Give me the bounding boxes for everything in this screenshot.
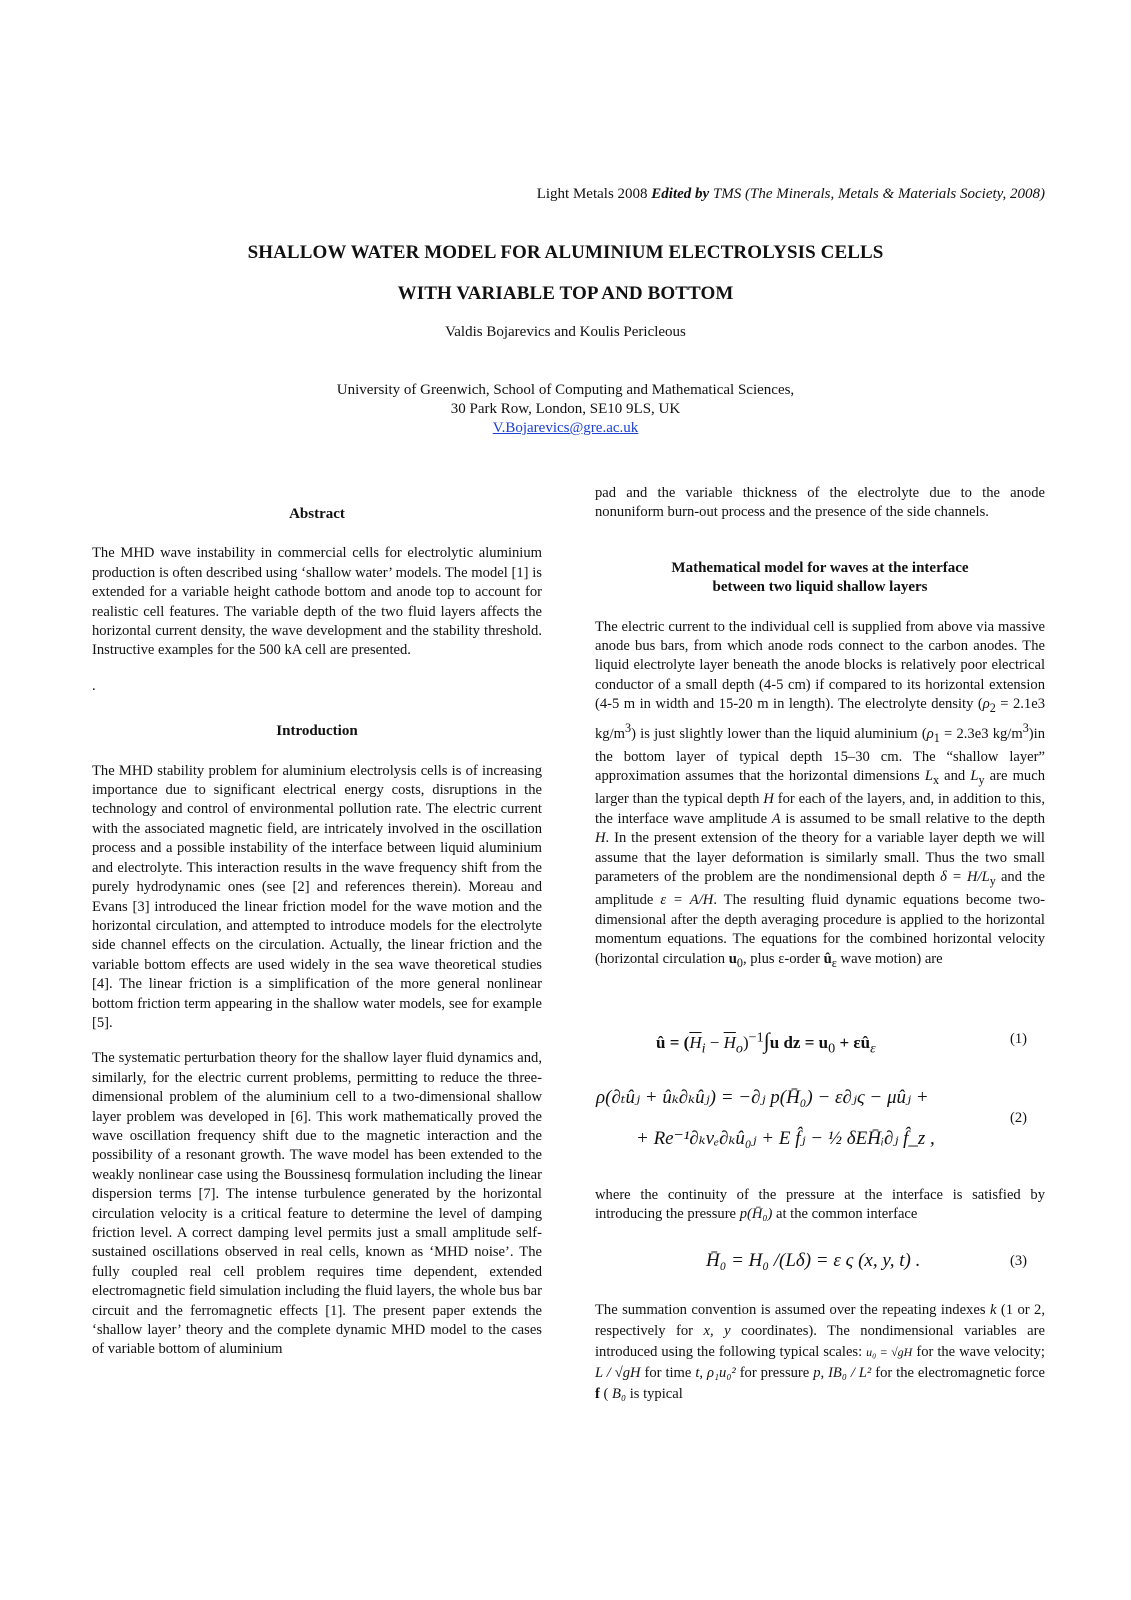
pressure-paragraph: where the continuity of the pressure at the interface is satisfied by introducing the pressure p(H̄₀) at the common interface	[595, 1187, 1045, 1223]
email-row	[0, 420, 1131, 437]
equation-3: H̄₀ = H₀ /(Lδ) = ε ς (x, y, t) .	[706, 1250, 921, 1271]
affiliation-line2: 30 Park Row, London, SE10 9LS, UK	[450, 401, 681, 417]
model-paragraph-1: The electric current to the individual cell is supplied from above via massive anode bus bars, from which anode rods connect to the carbon anodes. The liquid electrolyte layer beneath the anode blocks is relatively poor electrical conductor of a small depth (4-5 cm) if compared to its horizontal extension (4-5 m in width and 15-20 m in length). The electrolyte density ($\rho_2 = 2.1e3$ $kg/m^3$) is just slightly lower than the liquid aluminium ($\rho_1 = 2.3e3$ $kg/m^3)in$ the bottom layer of typical depth 15–30 cm. The “shallow layer” approximation assumes that the horizontal dimensions $L_x$ and $L_y$ are much larger than the typical depth H for each of the layers, and, in addition to this, the interface wave amplitude A is assumed to be small relative to the depth H. In the present extension of the theory for a variable layer depth we will assume that the layer deformation is similarly small. Thus the two small parameters of the problem are the nondimensional depth $\delta = H/L_y$ and the amplitude ε = A/H. The resulting fluid dynamic equations become two-dimensional after the depth averaging procedure is applied to the horizontal momentum equations. The equations for the combined horizontal velocity (horizontal circulation $u_0$, plus ε-order $û_\varepsilon$ wave motion) are	[595, 618, 1046, 970]
right-column	[595, 484, 1045, 989]
continuation-paragraph: pad and the variable thickness of the electrolyte due to the anode nonuniform burn-out process and the presence of the side channels.	[595, 485, 1045, 521]
stray-dot: .	[92, 677, 96, 694]
math-model-heading-line1: Mathematical model for waves at the interface	[671, 559, 969, 576]
publisher: TMS (The Minerals, Metals & Materials Society, 2008)	[712, 186, 1045, 202]
scales-paragraph: The summation convention is assumed over the repeating indexes k (1 or 2, respectively for x, y coordinates). The nondimensional variables are introduced using the following typical scales: u₀ = √gH for the wave velocity; L / √gH for time t, ρ₁u₀² for pressure p, IB₀ / L² for the electromagnetic force f ( B₀ is typical	[595, 1302, 1045, 1402]
intro-paragraph-1: The MHD stability problem for aluminium electrolysis cells is of increasing importance due to significant electrical energy costs, disruptions in the technology and control of environmental pollution rate. The electric current with the associated magnetic field, are intricately involved in the oscillation process and a possible instability of the interface between liquid aluminium and electrolyte. This interaction results in the wave frequency shift from the purely hydrodynamic ones (see [2] and references therein). Moreau and Evans [3] introduced the linear friction model for the wave motion and the horizontal circulation, and attempted to introduce models for the electrolyte side channel effects on the circulation. Actually, the linear friction and the variable bottom effects are used widely in the sea wave theoretical studies [4]. The linear friction is a simplification of the more general nonlinear bottom friction term appearing in the shallow water models, see for example [5].	[92, 762, 542, 1031]
affiliation-line1: University of Greenwich, School of Computing and Mathematical Sciences,	[336, 382, 795, 398]
equation-3-number: (3)	[1010, 1253, 1028, 1269]
authors: Valdis Bojarevics and Koulis Pericleous	[445, 324, 686, 340]
math-model-heading-line2: between two liquid shallow layers	[712, 579, 928, 596]
left-column	[92, 505, 542, 1376]
introduction-heading: Introduction	[276, 723, 358, 740]
intro-paragraph-2: The systematic perturbation theory for the shallow layer fluid dynamics and, similarly, for the electric current problems, permitting to reduce the three-dimensional problem of the aluminium cell to a two-dimensional shallow layer problem was developed in [6]. This work mathematically proved the wave oscillation frequency shift due to the magnetic interaction and the possibility of a resonant growth. The wave model has been extended to the weakly nonlinear case using the Boussinesq formulation including the linear dispersion terms [7]. The intense turbulence generated by the horizontal circulation velocity is a critical feature to determine the level of damping friction level. A correct damping level permits just a small amplitude self-sustained oscillations observed in real cells, known as ‘MHD noise’. The fully coupled real cell problem requires time dependent, extended electromagnetic field simulation including the fluid layers, the whole bus bar circuit and the ferromagnetic effects [1]. The present paper extends the ‘shallow layer’ theory and the complete dynamic MHD model to the cases of variable bottom of aluminium	[92, 1050, 542, 1358]
equation-1: û = $(\overline{H}_i - \overline{H}_o)^{-1}\int u$ dz = $u_0$ + $\varepsilon û_\varepsilon$	[656, 1028, 876, 1057]
paper-title-line2: WITH VARIABLE TOP AND BOTTOM	[397, 283, 734, 304]
equation-2-line2: + Re⁻¹∂ₖνₑ∂ₖû₀ⱼ + E f̂ⱼ − ½ δEH̄ᵢ∂ⱼ f̂_z ,	[636, 1128, 935, 1149]
abstract-heading: Abstract	[289, 506, 345, 522]
equation-1-number: (1)	[1010, 1031, 1028, 1047]
equation-2-number: (2)	[1010, 1110, 1028, 1126]
edited-by: Edited by	[651, 186, 710, 202]
author-email-link[interactable]: V.Bojarevics@gre.ac.uk	[492, 420, 639, 436]
abstract-text: The MHD wave instability in commercial cells for electrolytic aluminium production is often described using ‘shallow water’ models. The model [1] is extended for a variable height cathode bottom and anode top to account for realistic cell features. The variable depth of the two fluid layers affects the horizontal current density, the wave development and the stability threshold. Instructive examples for the 500 kA cell are presented.	[92, 545, 542, 659]
equation-2-line1: ρ(∂ₜûⱼ + ûₖ∂ₖûⱼ) = −∂ⱼ p(H̄₀) − ε∂ⱼς − μûⱼ +	[596, 1087, 929, 1108]
running-header	[537, 186, 1045, 203]
journal-name: Light Metals 2008	[536, 186, 648, 202]
paper-title-line1: SHALLOW WATER MODEL FOR ALUMINIUM ELECTROLYSIS CELLS	[247, 242, 884, 263]
